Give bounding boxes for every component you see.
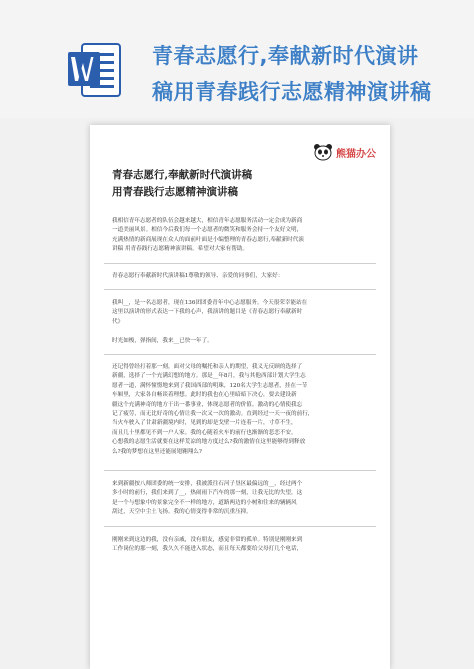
paragraph-line: 还记得曾经打着那一刻，面对父母的嘱托和亲人的期望，我义无反顾的选择了 (112, 364, 303, 370)
paragraph-line: 工作岗位的那一刻，我久久不能进入状态，而且每天都要给父母打几个电话， (112, 546, 303, 553)
divider (104, 354, 376, 355)
paragraph-line: 代》 (112, 318, 124, 325)
paragraph-line: 心想我的志愿生活就要在这样荒凉的地方度过么?我的激情在这里能够得到释放 (112, 439, 306, 446)
paragraph-line: 记了疲劳，而无比好奇的心情让我一次又一次的激动。直到经过一天一夜的前行， (112, 411, 314, 418)
paragraph-line: 时光如梭，弹指间，我来__已快一年了。 (112, 337, 213, 344)
paragraph-line: 而且几十里都见不到一户人家。我的心随着火车的前行也渐渐的悲恋不安。 (112, 429, 297, 436)
word-icon (66, 40, 122, 100)
paragraph-line (112, 327, 370, 336)
paragraph-line: 我相信青年志愿者的队伍会越来越大，相信青年志愿服务活动一定会成为新商 (112, 218, 303, 224)
paragraph-line: 刚刚来到这边的我，没有亲戚，没有朋友，感觉非常的孤单。特别是刚刚来到 (112, 537, 303, 543)
paragraph-line: 讲稿 用青春践行志愿精神演讲稿。希望对大家有帮助。 (112, 246, 249, 253)
divider (104, 289, 376, 290)
paragraph-line: 当火车驶入了甘肃新疆境内时，见到的却是戈壁一片连着一片，寸草不生， (112, 420, 297, 427)
document-page (90, 125, 390, 669)
paragraph-line: 疆这个充满神奇的地方干出一番事业，体现志愿者的价值。激动的心情使我忘 (112, 401, 303, 408)
speech-paragraph-1 (112, 299, 370, 346)
greeting-paragraph (112, 272, 370, 281)
intro-paragraph (112, 217, 370, 255)
paragraph-line: 充满热情的新商展现在众人的面前叶面是小编整理的青春志愿行,奉献新时代演 (112, 236, 304, 243)
page-title-line-1: 青春志愿行,奉献新时代演讲 (152, 44, 419, 68)
paragraph-line: 这里以演讲的形式表达一下我的心声，我演讲的题目是《青春志愿行奉献新时 (112, 309, 303, 316)
divider (104, 526, 376, 527)
speech-paragraph-3 (112, 480, 370, 518)
paragraph-line: 刮过，天空中尘土飞扬。我的心情变得非常的沉重压抑。 (112, 509, 252, 516)
paragraph-line: 一道美丽风景。相信今后我们每一个志愿者的微笑和服务会持一个友好文明， (112, 227, 303, 234)
brand-logo (313, 141, 376, 163)
paragraph-line: 么?我的梦想在这里还能展翅翱翔么? (112, 448, 202, 455)
paragraph-line: 愿者一道，满怀憧憬地来到了我国西部的明珠，120名大学生志愿者，挂在一节 (112, 382, 308, 389)
paragraph-line: 新疆，选择了一个充满幻想的地方。那是__年8月，我与其他西部计划大学生志 (112, 373, 306, 380)
page-title-line-2: 稿用青春践行志愿精神演讲稿 (152, 80, 432, 104)
paragraph-line: 来到新疆按八师团委的统一安排，我被派往石河子垦区最偏远的__，经过两个 (112, 481, 303, 487)
brand-logo-text: 熊猫办公 (336, 148, 376, 160)
page-header (0, 0, 474, 118)
divider (104, 263, 376, 264)
speech-paragraph-4 (112, 536, 370, 555)
speech-paragraph-2 (112, 363, 370, 457)
divider (104, 470, 376, 471)
paragraph-line: 我叫__，是一名志愿者，现在136团团委青年中心志愿服务。今天很荣幸能站在 (112, 300, 308, 306)
panda-icon (313, 143, 333, 161)
document-title-line-1: 青春志愿行,奉献新时代演讲稿 (112, 169, 253, 181)
paragraph-line: 是一个与想象中的景象完全不一样的地方，道路两边的小树和往来的辆辆风 (112, 499, 297, 506)
paragraph-line: 车厢里，大家各自畅谈着理想。此时的我也在心里暗暗下决心，要去建设新 (112, 392, 297, 399)
paragraph-line: 青春志愿行奉献新时代演讲稿1尊敬的领导、亲爱的同事们，大家好： (112, 273, 284, 279)
paragraph-line: 多小时的前行，我们来到了__，热闹雨下汽车的那一刻，让我无比的失望，这 (112, 490, 303, 497)
document-title-line-2: 用青春践行志愿精神演讲稿 (112, 186, 238, 198)
